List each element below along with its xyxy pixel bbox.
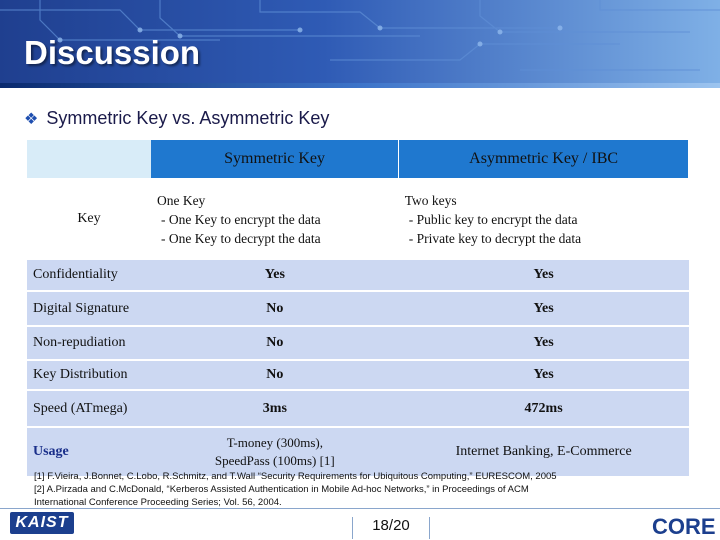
cell-asymmetric: 472ms <box>399 391 689 426</box>
header-cell-symmetric: Symmetric Key <box>151 140 399 178</box>
diamond-bullet-icon: ❖ <box>24 110 39 128</box>
cell-key-symmetric <box>151 178 399 260</box>
cell-symmetric: No <box>151 327 399 359</box>
page-number: 18/20 <box>352 517 430 539</box>
reference-line: International Conference Proceeding Series; Vol. 56, 2004. <box>34 497 282 508</box>
reference-line: [1] F.Vieira, J.Bonnet, C.Lobo, R.Schmitz, and T.Wall “Security Requirements for Ubiquitous Computing,” EURESCOM, 2005 <box>34 471 557 482</box>
cell-symmetric: 3ms <box>151 391 399 426</box>
cell-asymmetric: Yes <box>399 260 689 290</box>
table-row <box>27 391 689 426</box>
cell-usage-symmetric <box>151 428 399 476</box>
row-label: Confidentiality <box>27 260 151 290</box>
cell-symmetric: No <box>151 292 399 325</box>
title-underline <box>0 83 720 88</box>
table-row <box>27 327 689 359</box>
row-label-usage: Usage <box>27 428 151 476</box>
text-line: - Private key to decrypt the data <box>408 230 582 246</box>
cell-usage-asymmetric: Internet Banking, E-Commerce <box>399 428 689 476</box>
text-line: - One Key to decrypt the data <box>160 230 321 246</box>
text-line: - Public key to encrypt the data <box>408 211 578 227</box>
footer-divider <box>0 508 720 509</box>
table-row <box>27 260 689 290</box>
table-row <box>27 292 689 325</box>
reference-line: [2] A.Pirzada and C.McDonald, “Kerberos Assisted Authentication in Mobile Ad-hoc Networks,” in Proceedings of ACM <box>34 484 529 495</box>
cell-asymmetric: Yes <box>399 327 689 359</box>
text-line: - One Key to encrypt the data <box>160 211 321 227</box>
cell-asymmetric: Yes <box>399 361 689 389</box>
header-cell-asymmetric: Asymmetric Key / IBC <box>399 140 689 178</box>
table-header-row <box>27 140 689 178</box>
row-label: Non-repudiation <box>27 327 151 359</box>
bullet-text: Symmetric Key vs. Asymmetric Key <box>46 108 330 128</box>
header-cell-empty <box>27 140 151 178</box>
table-row-usage <box>27 428 689 476</box>
row-label: Key Distribution <box>27 361 151 389</box>
cell-key-asymmetric <box>399 178 689 260</box>
row-label-key: Key <box>27 178 151 260</box>
cell-symmetric: No <box>151 361 399 389</box>
table-row-key <box>27 178 689 260</box>
references <box>34 470 674 509</box>
kaist-logo: KAIST <box>10 512 74 534</box>
core-logo: CORE <box>652 514 716 539</box>
text-line: One Key <box>156 192 206 208</box>
cell-asymmetric: Yes <box>399 292 689 325</box>
section-bullet <box>24 108 329 129</box>
title-banner <box>0 0 720 88</box>
cell-symmetric: Yes <box>151 260 399 290</box>
row-label: Digital Signature <box>27 292 151 325</box>
table-row <box>27 361 689 389</box>
text-line: Two keys <box>404 192 457 208</box>
text-line: T-money (300ms), <box>226 435 323 450</box>
slide-title: Discussion <box>24 34 201 71</box>
comparison-table <box>27 140 689 476</box>
text-line: SpeedPass (100ms) [1] <box>214 453 335 468</box>
row-label: Speed (ATmega) <box>27 391 151 426</box>
